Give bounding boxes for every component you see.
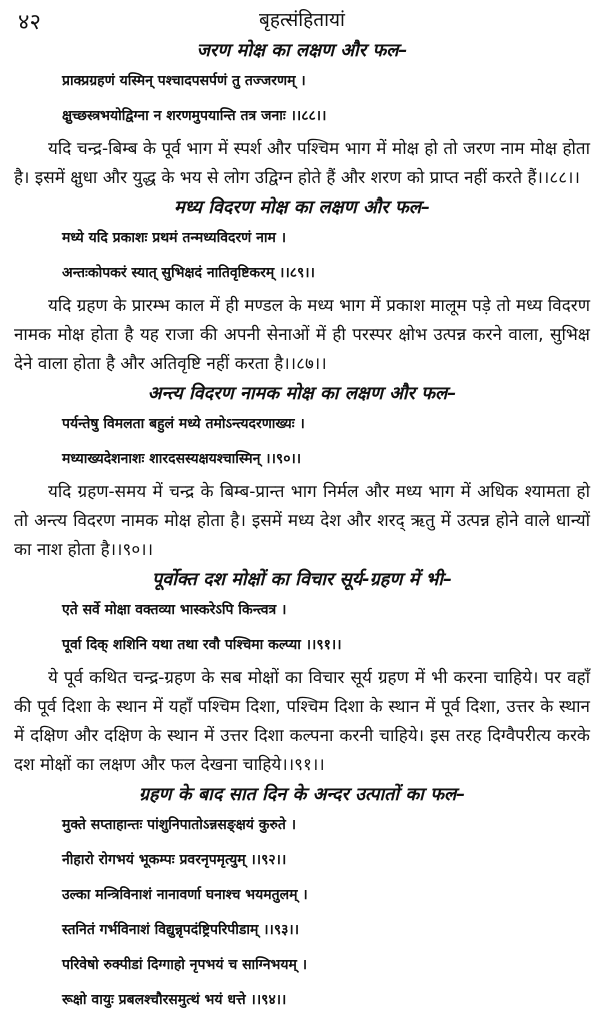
verse-line: नीहारो रोगभयं भूकम्पः प्रवरनृपमृत्युम् ।।९२।। <box>62 852 287 868</box>
verse-line: अन्तःकोपकरं स्यात् सुभिक्षदं नातिवृष्टिकरम् ।।८९।। <box>62 265 315 281</box>
commentary-paragraph: यदि चन्द्र-बिम्ब के पूर्व भाग में स्पर्श और पश्चिम भाग में मोक्ष हो तो जरण नाम मोक्ष होता है। इसमें क्षुधा और युद्ध के भय से लोग उद्विग्न होते हैं और शरण को प्राप्त नहीं करते हैं।।८८।। <box>14 139 590 188</box>
commentary-paragraph: यदि ग्रहण-समय में चन्द्र के बिम्ब-प्रान्त भाग निर्मल और मध्य भाग में अधिक श्यामता हो तो अन्त्य विदरण नामक मोक्ष होता है। इसमें मध्य देश और शरद् ऋतु में उत्पन्न होने वाले धान्यों का नाश होता है।।९०।। <box>14 482 590 560</box>
verse-line: स्तनितं गर्भविनाशं विद्युन्नृपदंष्ट्रिपरिपीडाम् ।।९३।। <box>62 922 300 938</box>
verse-line: मध्ये यदि प्रकाशः प्रथमं तन्मध्यविदरणं नाम । <box>62 230 287 246</box>
section-heading: जरण मोक्ष का लक्षण और फल– <box>196 40 408 61</box>
verse-line: मुक्ते सप्ताहान्तः पांशुनिपातोऽन्नसङ्क्षयं कुरुते । <box>62 817 297 833</box>
section-heading: अन्त्य विदरण नामक मोक्ष का लक्षण और फल– <box>147 383 457 404</box>
section <box>14 381 590 565</box>
section <box>14 38 590 193</box>
verse-line: उल्का मन्त्रिविनाशं नानावर्णा घनाश्च भयमतुलम् । <box>62 887 308 903</box>
section <box>14 782 590 1016</box>
section-heading: ग्रहण के बाद सात दिन के अन्दर उत्पातों का फल– <box>138 784 466 805</box>
running-title: बृहत्संहितायां <box>259 9 345 31</box>
verse-line: एते सर्वे मोक्षा वक्तव्या भास्करेऽपि किन्त्वत्र । <box>62 602 287 618</box>
verse-line: रूक्षो वायुः प्रबलश्चौरसमुत्थं भयं धत्ते ।।९४।। <box>62 992 287 1008</box>
verse-line: पर्यन्तेषु विमलता बहुलं मध्ये तमोऽन्त्यदरणाख्यः । <box>62 416 305 432</box>
page-number: ४२ <box>18 10 41 35</box>
verse-line: मध्याख्यदेशनाशः शारदसस्यक्षयश्चास्मिन् ।।९०।। <box>62 451 302 467</box>
section <box>14 567 590 780</box>
verse-line: परिवेषो रुक्पीडां दिग्गाहो नृपभयं च साग्निभयम् । <box>62 957 308 973</box>
verse-line: प्राक्प्रग्रहणं यस्मिन् पश्चादपसर्पणं तु तज्जरणम् । <box>62 73 306 89</box>
section <box>14 195 590 379</box>
verse-line: पूर्वा दिक् शशिनि यथा तथा रवौ पश्चिमा कल्प्या ।।९१।। <box>62 637 342 653</box>
section-heading: मध्य विदरण मोक्ष का लक्षण और फल– <box>174 197 430 218</box>
section-heading: पूर्वोक्त दश मोक्षों का विचार सूर्य-ग्रहण में भी– <box>152 569 452 590</box>
page-header <box>14 6 590 36</box>
commentary-paragraph: यदि ग्रहण के प्रारम्भ काल में ही मण्डल के मध्य भाग में प्रकाश मालूम पड़े तो मध्य विदरण नामक मोक्ष होता है यह राजा की अपनी सेनाओं में ही परस्पर क्षोभ उत्पन्न करने वाला, सुभिक्ष देने वाला होता है और अतिवृष्टि नहीं करता है।।८७।। <box>14 296 590 374</box>
verse-line: क्षुच्छस्त्रभयोद्विग्ना न शरणमुपयान्ति तत्र जनाः ।।८८।। <box>62 108 327 124</box>
commentary-paragraph: ये पूर्व कथित चन्द्र-ग्रहण के सब मोक्षों का विचार सूर्य ग्रहण में भी करना चाहिये। पर वहाँ की पूर्व दिशा के स्थान में यहाँ पश्चिम दिशा, पश्चिम दिशा के स्थान में पूर्व दिशा, उत्तर के स्थान में दक्षिण और दक्षिण के स्थान में उत्तर दिशा कल्पना करनी चाहिये। इस तरह दिग्वैपरीत्य करके दश मोक्षों का लक्षण और फल देखना चाहिये।।९१।। <box>14 668 590 775</box>
